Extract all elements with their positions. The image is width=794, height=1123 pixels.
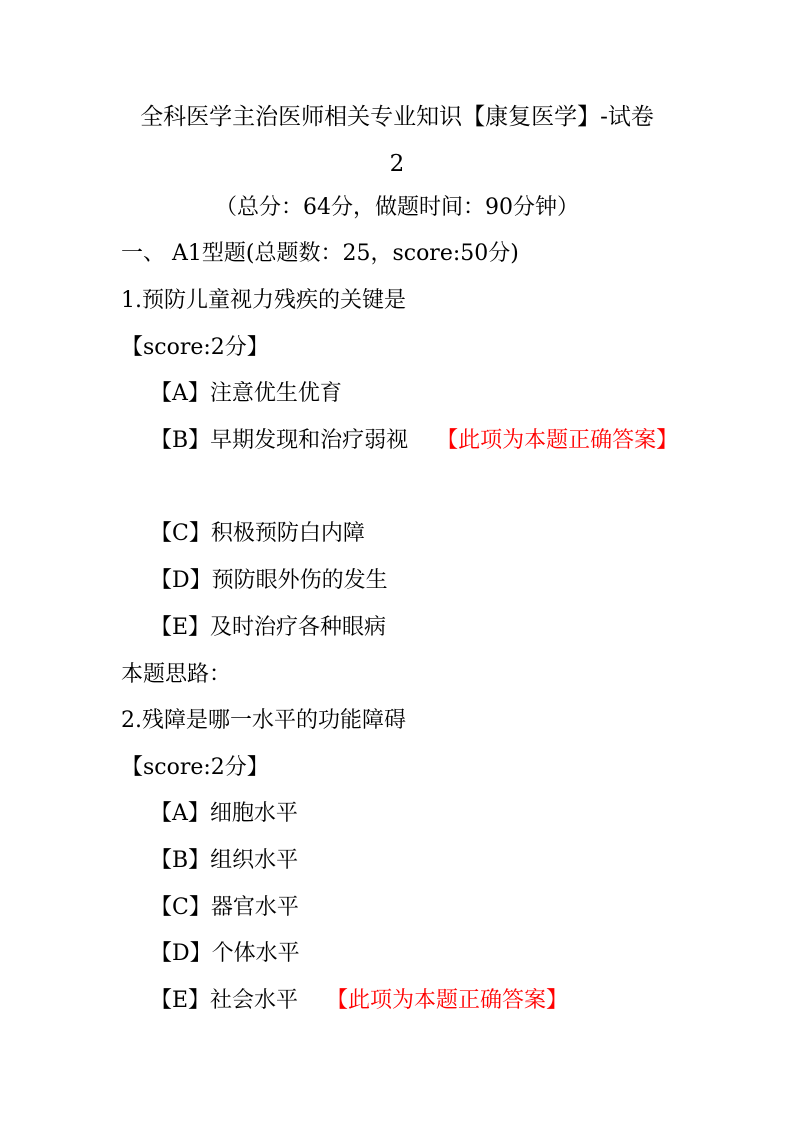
- question-2-option-b: 【B】组织水平: [150, 848, 299, 873]
- question-1-option-d: 【D】预防眼外伤的发生: [150, 568, 388, 593]
- question-1-option-a: 【A】注意优生优育: [150, 381, 342, 406]
- question-2-option-d: 【D】个体水平: [150, 941, 300, 966]
- document-title-line2: 2: [389, 151, 405, 177]
- question-2-stem: 2.残障是哪一水平的功能障碍: [121, 708, 406, 733]
- correct-answer-marker: 【此项为本题正确答案】: [326, 988, 569, 1013]
- document-title: [100, 94, 694, 188]
- question-1-score: 【score:2分】: [121, 335, 269, 360]
- question-2-option-a: 【A】细胞水平: [150, 801, 298, 826]
- question-2-option-e-text: 【E】社会水平: [150, 988, 299, 1013]
- question-2-option-c: 【C】器官水平: [150, 895, 299, 920]
- exam-summary: （总分：64分，做题时间：90分钟）: [215, 195, 579, 220]
- question-1-stem: 1.预防儿童视力残疾的关键是: [121, 288, 406, 313]
- question-1-option-b: [150, 417, 710, 464]
- document-title-line1: 全科医学主治医师相关专业知识【康复医学】-试卷: [140, 104, 654, 130]
- question-2-score: 【score:2分】: [121, 755, 269, 780]
- section-heading: 一、 A1型题(总题数：25，score:50分): [121, 241, 519, 266]
- question-2-option-e: [150, 985, 568, 1017]
- question-1-option-b-text: 【B】早期发现和治疗弱视: [150, 428, 409, 453]
- question-1-option-c: 【C】积极预防白内障: [150, 521, 365, 546]
- question-1-analysis-label: 本题思路：: [121, 662, 232, 687]
- question-1-option-e: 【E】及时治疗各种眼病: [150, 615, 387, 640]
- correct-answer-marker: 【此项为本题正确答案】: [436, 428, 679, 453]
